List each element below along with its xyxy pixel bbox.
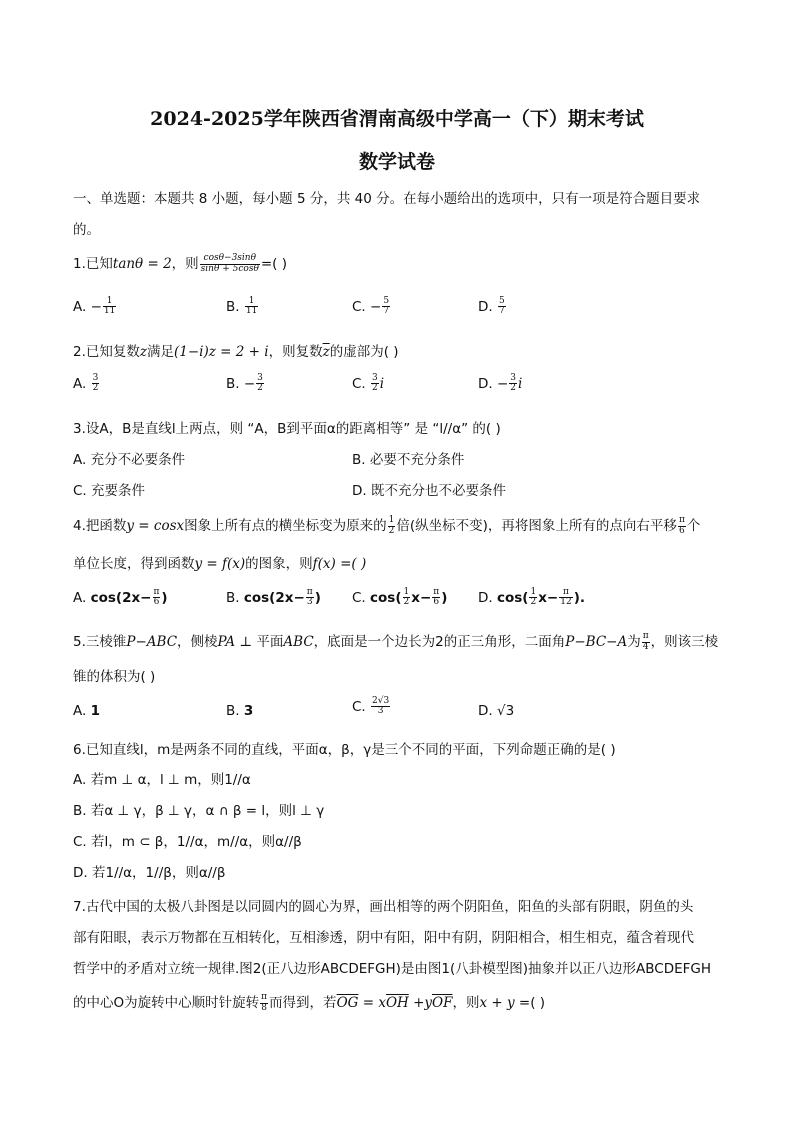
q4-b-frac	[306, 588, 314, 608]
q4-b-num: π	[306, 587, 313, 597]
q5-b-value: 3	[243, 703, 254, 719]
q1-c-num: 5	[383, 296, 390, 306]
q4-shift-num: π	[678, 515, 685, 526]
q5-text-c: 平面	[256, 634, 284, 650]
q7-eq-b: +y	[408, 995, 433, 1011]
q1-b-den: 11	[245, 306, 258, 317]
q2-option-a[interactable]	[73, 374, 100, 394]
q4-b-den: 3	[306, 597, 313, 608]
q1-d-frac	[498, 297, 506, 317]
q4-option-c[interactable]	[352, 588, 447, 608]
q1-option-d[interactable]	[478, 297, 507, 317]
q2-d-label: D.	[478, 375, 493, 392]
q2-option-c[interactable]	[352, 374, 384, 394]
q7-vector-og: $\overline{OG}$	[336, 995, 359, 1011]
q1-b-label: B.	[226, 298, 240, 315]
q4-c-num1: 1	[403, 587, 410, 597]
q4-option-b[interactable]	[226, 588, 321, 608]
q7-line4-b: 而得到，若	[269, 995, 337, 1011]
q5-c-label: C.	[352, 698, 366, 715]
q2-b-den: 2	[257, 383, 263, 394]
q5-dihedral: P−BC−A	[565, 634, 628, 650]
q4-d-frac1	[529, 588, 537, 608]
question-6: 6.已知直线l，m是两条不同的直线，平面α，β，γ是三个不同的平面，下列命题正确的是( )	[73, 742, 616, 758]
q1-a-num: 1	[103, 297, 116, 307]
q4-a-num: π	[153, 587, 160, 597]
section-instruction-line1: 一、单选题：本题共 8 小题，每小题 5 分，共 40 分。在每小题给出的选项中，只有一项是符合题目要求	[73, 191, 701, 207]
q5-pa: PA ⊥	[217, 634, 257, 650]
q7-rotation	[260, 993, 268, 1013]
q4-text-a: 4.把函数	[73, 518, 127, 534]
question-7-line1: 7.古代中国的太极八卦图是以同圆内的圆心为界，画出相等的两个阴阳鱼，阳鱼的头部有阴眼，阴鱼的头	[73, 899, 694, 915]
q4-d-den2: 12	[560, 597, 572, 608]
q6-option-a[interactable]: A. 若m ⊥ α，l ⊥ m，则1//α	[73, 772, 251, 788]
q5-text-d: ，底面是一个边长为2的正三角形，二面角	[313, 634, 566, 650]
q1-d-den: 7	[498, 306, 505, 317]
q4-c-frac1	[403, 588, 411, 608]
question-4-line1	[73, 514, 700, 536]
q2-text-a: 2.已知复数	[73, 344, 140, 360]
q2-d-num: 3	[510, 373, 517, 383]
q2-text-d: 的虚部为( )	[329, 344, 399, 360]
q4-a-label: A.	[73, 589, 87, 606]
q2-a-label: A.	[73, 375, 87, 392]
q2-b-sign: −	[243, 375, 256, 392]
q4-d-num2: π	[559, 588, 572, 598]
q2-c-frac	[371, 374, 379, 394]
q5-angle-den: 4	[642, 641, 649, 652]
q5-c-den: 3	[377, 706, 384, 717]
q4-d-mid: x−	[538, 589, 559, 606]
q5-a-value: 1	[90, 703, 100, 719]
q4-c-frac2	[432, 588, 440, 608]
q4-half-den: 2	[388, 525, 395, 536]
exam-title: 2024-2025学年陕西省渭南高级中学高一（下）期末考试	[150, 108, 644, 130]
q4-c-label: C.	[352, 589, 366, 606]
q4-b-label: B.	[226, 589, 240, 606]
q4-d-frac2	[559, 588, 572, 608]
question-7-line2: 部有阳眼，表示万物都在互相转化，互相渗透，阴中有阳，阳中有阴，阴阳相合，相生相克，蕴含着现代	[73, 930, 694, 946]
q1-d-num: 5	[498, 296, 505, 306]
q5-text-f: ，则该三棱	[650, 634, 719, 650]
q4-c-post: )	[441, 589, 448, 606]
q4-text-d: 个	[686, 518, 701, 534]
q4-c-mid: x−	[411, 589, 432, 606]
q1-a-sign: −	[90, 298, 102, 315]
q4-half-num: 1	[388, 515, 395, 526]
q4-a-post: )	[161, 589, 168, 606]
q2-b-label: B.	[226, 375, 240, 392]
q6-option-b[interactable]: B. 若α ⊥ γ，β ⊥ γ，α ∩ β = l，则l ⊥ γ	[73, 803, 325, 819]
q1-tail: =( )	[260, 256, 288, 272]
q2-d-den: 2	[510, 383, 517, 394]
question-2	[73, 340, 399, 360]
q5-option-c[interactable]	[352, 697, 391, 717]
q4-text-b: 图象上所有点的横坐标变为原来的	[184, 518, 387, 534]
q2-b-frac	[256, 374, 264, 394]
q4-d-num1: 1	[530, 587, 537, 597]
question-7-line3: 哲学中的矛盾对立统一规律.图2(正八边形ABCDEFGH)是由图1(八卦模型图)抽象并以正八边形ABCDEFGH	[73, 961, 712, 977]
q4-line2-c: f(x) =( )	[312, 556, 367, 572]
q5-c-frac	[371, 697, 390, 717]
q1-frac-den: sinθ + 5cosθ	[200, 263, 259, 274]
q4-line2-a: 单位长度，得到函数	[73, 556, 195, 572]
question-7-line4	[73, 991, 545, 1013]
q4-shift	[678, 516, 686, 536]
q4-c-num2: π	[433, 587, 440, 597]
q7-line4-c: ，则	[452, 995, 480, 1011]
q1-option-c[interactable]	[352, 297, 391, 317]
q1-a-den: 11	[103, 306, 116, 317]
q1-a-frac	[103, 297, 116, 317]
q4-a-frac	[153, 588, 161, 608]
q2-d-frac	[509, 374, 517, 394]
q4-function: y = cosx	[126, 518, 185, 534]
q2-c-den: 2	[372, 383, 378, 394]
q2-option-b[interactable]	[226, 374, 265, 394]
q5-option-a[interactable]	[73, 703, 100, 719]
q1-prefix: 1.已知	[73, 256, 113, 272]
question-5-line2: 锥的体积为( )	[73, 669, 156, 685]
q7-line4-a: 的中心O为旋转中心顺时针旋转	[73, 995, 260, 1011]
question-1	[73, 252, 287, 274]
q4-c-den2: 6	[433, 597, 440, 608]
q2-a-frac	[92, 374, 100, 394]
q4-shift-den: 6	[679, 525, 685, 536]
q4-c-pre: cos(	[370, 589, 402, 606]
q7-rot-den: 8	[261, 1002, 267, 1013]
q4-a-den: 6	[153, 597, 160, 608]
q1-c-frac	[382, 297, 390, 317]
q7-eq-a: = x	[358, 995, 386, 1011]
q2-z: z	[139, 344, 148, 360]
q4-d-post: ).	[573, 589, 585, 606]
q3-option-c[interactable]: C. 充要条件	[73, 483, 146, 499]
q2-equation: (1−i)z = 2 + i	[174, 344, 269, 360]
q5-text-a: 5.三棱锥	[73, 634, 127, 650]
q5-option-d[interactable]	[478, 703, 514, 719]
q5-text-e: 为	[627, 634, 641, 650]
q2-text-b: 满足	[147, 344, 175, 360]
q5-text-b: ，侧棱	[177, 634, 218, 650]
q2-c-suffix: i	[379, 375, 385, 392]
q2-option-d[interactable]	[478, 374, 522, 394]
q3-option-d[interactable]: D. 既不充分也不必要条件	[352, 483, 506, 499]
q5-a-label: A.	[73, 703, 87, 719]
q4-line2-b: 的图象，则	[245, 556, 313, 572]
q1-b-num: 1	[245, 297, 258, 307]
q3-option-a[interactable]: A. 充分不必要条件	[73, 452, 186, 468]
q2-z-conjugate: $\overline{z}$	[322, 344, 330, 360]
q4-d-pre: cos(	[496, 589, 529, 606]
q2-d-sign: −	[496, 375, 509, 392]
q1-option-b[interactable]	[226, 297, 259, 317]
q1-c-den: 7	[383, 306, 390, 317]
q4-d-label: D.	[478, 589, 493, 606]
q1-option-a[interactable]	[73, 297, 117, 317]
q4-b-pre: cos(2x−	[243, 589, 305, 606]
q4-b-post: )	[314, 589, 321, 606]
q7-vector-of: $\overline{OF}$	[432, 995, 453, 1011]
q4-c-den1: 2	[403, 597, 410, 608]
q5-abc: ABC	[283, 634, 314, 650]
q5-option-b[interactable]	[226, 703, 253, 719]
section-instruction-line2: 的。	[73, 222, 100, 238]
q4-d-den1: 2	[530, 597, 537, 608]
q5-angle-num: π	[642, 631, 649, 642]
q5-pyramid: P−ABC	[126, 634, 178, 650]
question-4-line2	[73, 552, 366, 572]
q1-d-label: D.	[478, 298, 493, 315]
q2-d-suffix: i	[518, 375, 523, 392]
q4-text-c: 倍(纵坐标不变)，再将图象上所有的点向右平移	[396, 518, 677, 534]
q3-option-b[interactable]: B. 必要不充分条件	[352, 452, 465, 468]
exam-subtitle: 数学试卷	[358, 151, 435, 173]
q4-option-d[interactable]	[478, 588, 585, 608]
q4-option-a[interactable]	[73, 588, 168, 608]
q2-text-c: ，则复数	[268, 344, 323, 360]
q5-angle	[642, 632, 650, 652]
q5-b-label: B.	[226, 703, 240, 719]
q1-c-sign: −	[370, 298, 382, 315]
q6-option-c[interactable]: C. 若l，m ⊂ β，1//α，m//α，则α//β	[73, 834, 302, 850]
q1-c-label: C.	[352, 298, 366, 315]
q4-half	[388, 516, 396, 536]
q4-line2-func: y = f(x)	[194, 556, 246, 572]
q7-line4-d: =( )	[514, 995, 546, 1011]
q7-vector-oh: $\overline{OH}$	[385, 995, 409, 1011]
q1-frac-num: cosθ−3sinθ	[200, 254, 260, 264]
q2-c-label: C.	[352, 375, 366, 392]
q4-a-pre: cos(2x−	[90, 589, 152, 606]
q1-mid: ，则	[171, 256, 199, 272]
q1-a-label: A.	[73, 298, 87, 315]
q7-rot-num: π	[261, 992, 268, 1003]
q2-c-num: 3	[372, 373, 378, 383]
q1-condition: tanθ = 2	[112, 256, 172, 272]
q5-c-num: 2√3	[372, 696, 390, 706]
q7-sum: x + y	[479, 995, 515, 1011]
q1-b-frac	[245, 297, 258, 317]
q6-option-d[interactable]: D. 若1//α，1//β，则α//β	[73, 865, 226, 881]
question-3: 3.设A，B是直线l上两点，则 “A，B到平面α的距离相等” 是 “l//α” 的( )	[73, 421, 501, 437]
q2-a-den: 2	[92, 383, 99, 394]
q1-fraction	[200, 254, 260, 274]
q2-a-num: 3	[92, 373, 99, 383]
q5-d-value: √3	[496, 703, 515, 719]
question-5-line1	[73, 630, 718, 652]
q5-d-label: D.	[478, 703, 493, 719]
q2-b-num: 3	[257, 373, 263, 383]
